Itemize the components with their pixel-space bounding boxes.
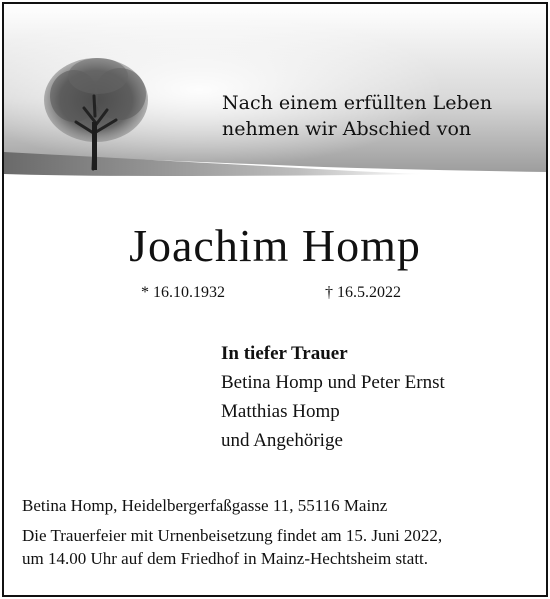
funeral-notice [22,524,442,570]
mourner-line: Matthias Homp [221,401,340,422]
mourner-line: und Angehörige [221,430,343,451]
death-date: † 16.5.2022 [325,284,401,301]
intro-text [222,90,492,142]
birth-date: * 16.10.1932 [141,284,225,301]
mourners-block [221,339,445,455]
notice-line-1: Die Trauerfeier mit Urnenbeisetzung findet am 15. Juni 2022, [22,526,443,545]
mourner-line: Betina Homp und Peter Ernst [221,372,445,393]
contact-address: Betina Homp, Heidelbergerfaßgasse 11, 55116 Mainz [22,496,388,515]
intro-line-1: Nach einem erfüllten Leben [222,92,493,114]
intro-line-2: nehmen wir Abschied von [222,118,472,140]
mourners-heading: In tiefer Trauer [221,343,348,364]
deceased-name: Joachim Homp [129,220,421,271]
notice-line-2: um 14.00 Uhr auf dem Friedhof in Mainz-Hechtsheim statt. [22,549,429,568]
